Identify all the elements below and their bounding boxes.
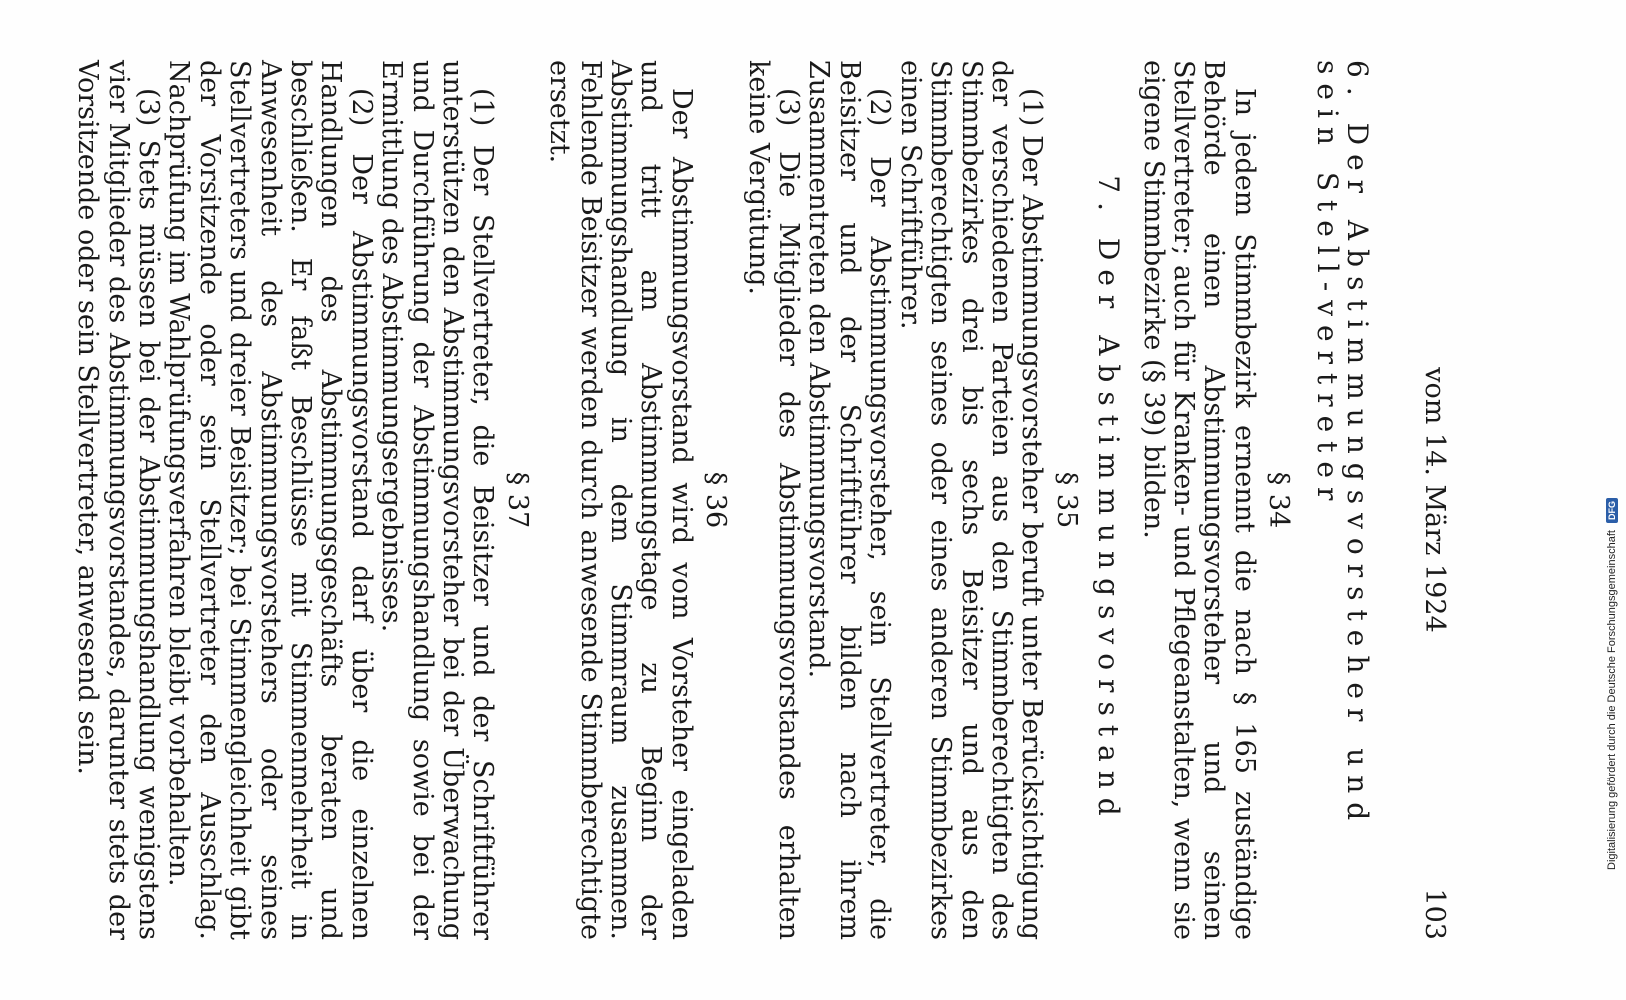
digitization-credit-text: Digitalisierung gefördert durch die Deutsche Forschungsgemeinschaft — [1606, 530, 1618, 870]
section-36-text: Der Abstimmungsvorstand wird vom Vorsteher eingeladen und tritt am Abstimmungstage zu Beginn der Abstimmungshandlung in dem Stimmraum zusammen. Fehlende Beisitzer werden durch anwesende Stimmberechtigte ersetzt. — [544, 60, 697, 940]
section-35-title: § 35 — [1050, 471, 1082, 529]
section-37-para-3: (3) Stets müssen bei der Abstimmungshandlung wenigstens vier Mitglieder des Abstimmungsvorstandes, darunter stets der Vorsitzende oder sein Stellvertreter, anwesend sein. — [72, 60, 164, 940]
chapter-7-heading: 7. Der Abstimmungsvorstand — [1092, 175, 1126, 825]
section-34-title: § 34 — [1263, 471, 1295, 529]
digitization-credit — [1606, 130, 1618, 870]
text-column — [72, 60, 1372, 940]
header-date: vom 14. März 1924 — [1419, 367, 1450, 633]
section-37-para-1: (1) Der Stellvertreter, die Beisitzer und der Schriftführer unterstützen den Abstimmungsvorsteher bei der Überwachung und Durchführung der Abstimmungshandlung sowie bei der Ermittlung des Abstimmungsergebnisses. — [376, 60, 499, 940]
section-34-text: In jedem Stimmbezirk ernennt die nach § 165 zuständige Behörde einen Abstimmungsvorsteher und seinen Stellvertreter; auch für Kranken- und Pflegeanstalten, wenn sie eigene Stimmbezirke (§ 39) bilden. — [1137, 60, 1260, 940]
page-number: 103 — [1419, 888, 1450, 940]
section-35-para-3: (3) Die Mitglieder des Abstimmungsvorstandes erhalten keine Vergütung. — [742, 60, 805, 940]
dfg-logo: DFG — [1606, 498, 1618, 523]
section-35-para-1: (1) Der Abstimmungsvorsteher beruft unter Berücksichtigung der verschiedenen Parteien aus den Stimmberechtigten des Stimmbezirkes drei bis sechs Beisitzer und aus den Stimmberechtigten seines oder eines anderen Stimmbezirkes einen Schriftführer. — [894, 60, 1048, 940]
section-37-title: § 37 — [501, 471, 533, 529]
running-header — [1410, 60, 1450, 940]
chapter-6-heading: 6. Der Abstimmungsvorsteher und sein Stell-vertreter — [1310, 60, 1374, 830]
section-37-para-2: (2) Der Abstimmungsvorstand darf über die einzelnen Handlungen des Abstimmungsgeschäfts beraten und beschließen. Er faßt Beschlüsse mit Stimmenmehrheit in Anwesenheit des Abstimmungsvorstehers oder seines Stellvertreters und dreier Beisitzer; bei Stimmengleichheit gibt der Vorsitzende oder sein Stellvertreter den Ausschlag. Nachprüfung im Wahlprüfungsverfahren bleibt vorbehalten. — [163, 60, 377, 940]
section-36-title: § 36 — [700, 471, 732, 529]
section-35-para-2: (2) Der Abstimmungsvorsteher, sein Stellvertreter, die Beisitzer und der Schriftführer bilden nach ihrem Zusammentreten den Abstimmungsvorstand. — [803, 60, 896, 940]
